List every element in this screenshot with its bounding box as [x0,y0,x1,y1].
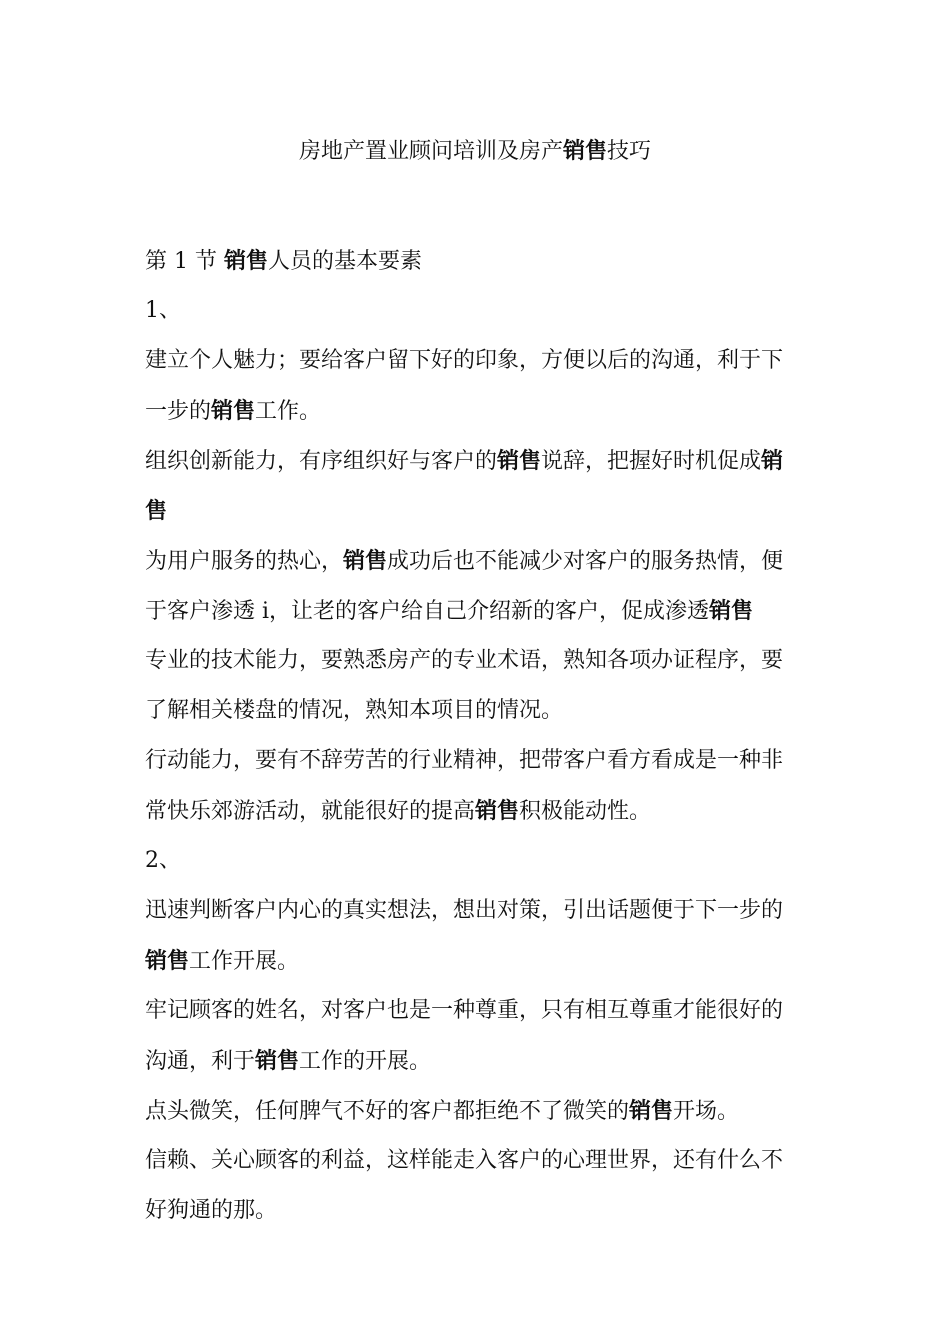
title-bold-text: 销售 [562,138,607,164]
paragraph-4-line-1: 专业的技术能力，要熟悉房产的专业术语，熟知各项办证程序，要 [145,648,784,673]
title-text: 房地产置业顾问培训及房产 [298,139,563,164]
bold-text: 售 [145,498,168,524]
document-body [145,236,795,1236]
paragraph-1-line-1: 建立个人魅力；要给客户留下好的印象，方便以后的沟通，利于下 [145,348,784,373]
list-marker-2: 2、 [145,848,181,873]
paragraph-7-line-1: 牢记顾客的姓名，对客户也是一种尊重，只有相互尊重才能很好的 [145,998,784,1023]
text: 工作的开展。 [299,1049,432,1074]
bold-text: 销售 [475,798,520,824]
bold-text: 销售 [497,448,542,474]
section-number: 第 1 节 [145,249,224,274]
paragraph-9-line-1: 信赖、关心顾客的利益，这样能走入客户的心理世界，还有什么不 [145,1148,784,1173]
section-bold-text: 销售 [223,248,268,274]
paragraph-7-line-2 [145,1036,795,1086]
section-heading [145,236,795,286]
paragraph-1-line-2 [145,386,795,436]
bold-text: 销售 [255,1048,300,1074]
text: 沟通，利于 [145,1049,256,1074]
text: 说辞，把握好时机促成 [541,449,762,474]
text: 于客户渗透 i，让老的客户给自己介绍新的客户，促成渗透 [145,599,710,624]
paragraph-5-line-1: 行动能力，要有不辞劳苦的行业精神，把带客户看方看成是一种非 [145,748,784,773]
section-heading-text: 人员的基本要素 [268,249,423,274]
paragraph-3-line-2 [145,586,795,636]
text: 为用户服务的热心， [145,549,344,574]
bold-text: 销售 [709,598,754,624]
text: 工作。 [255,399,322,424]
paragraph-6-line-1: 迅速判断客户内心的真实想法，想出对策，引出话题便于下一步的 [145,898,784,923]
text: 工作开展。 [189,949,300,974]
document-title [0,136,950,167]
paragraph-9-line-2: 好狗通的那。 [145,1198,278,1223]
bold-text: 销售 [211,398,256,424]
paragraph-8-line-1 [145,1086,795,1136]
bold-text: 销售 [145,948,190,974]
title-text-end: 技巧 [607,139,652,164]
list-marker-1: 1、 [145,298,181,323]
text: 一步的 [145,399,212,424]
text: 积极能动性。 [519,799,652,824]
paragraph-4-line-2: 了解相关楼盘的情况，熟知本项目的情况。 [145,698,564,723]
text: 常快乐郊游活动，就能很好的提高 [145,799,476,824]
text: 点头微笑，任何脾气不好的客户都拒绝不了微笑的 [145,1099,630,1124]
text: 开场。 [673,1099,740,1124]
bold-text: 销售 [629,1098,674,1124]
paragraph-2-line-2 [145,486,795,536]
bold-text: 销 [761,448,784,474]
bold-text: 销售 [343,548,388,574]
text: 成功后也不能减少对客户的服务热情，便 [387,549,784,574]
paragraph-2-line-1 [145,436,795,486]
text: 组织创新能力，有序组织好与客户的 [145,449,498,474]
paragraph-5-line-2 [145,786,795,836]
paragraph-6-line-2 [145,936,795,986]
paragraph-3-line-1 [145,536,795,586]
